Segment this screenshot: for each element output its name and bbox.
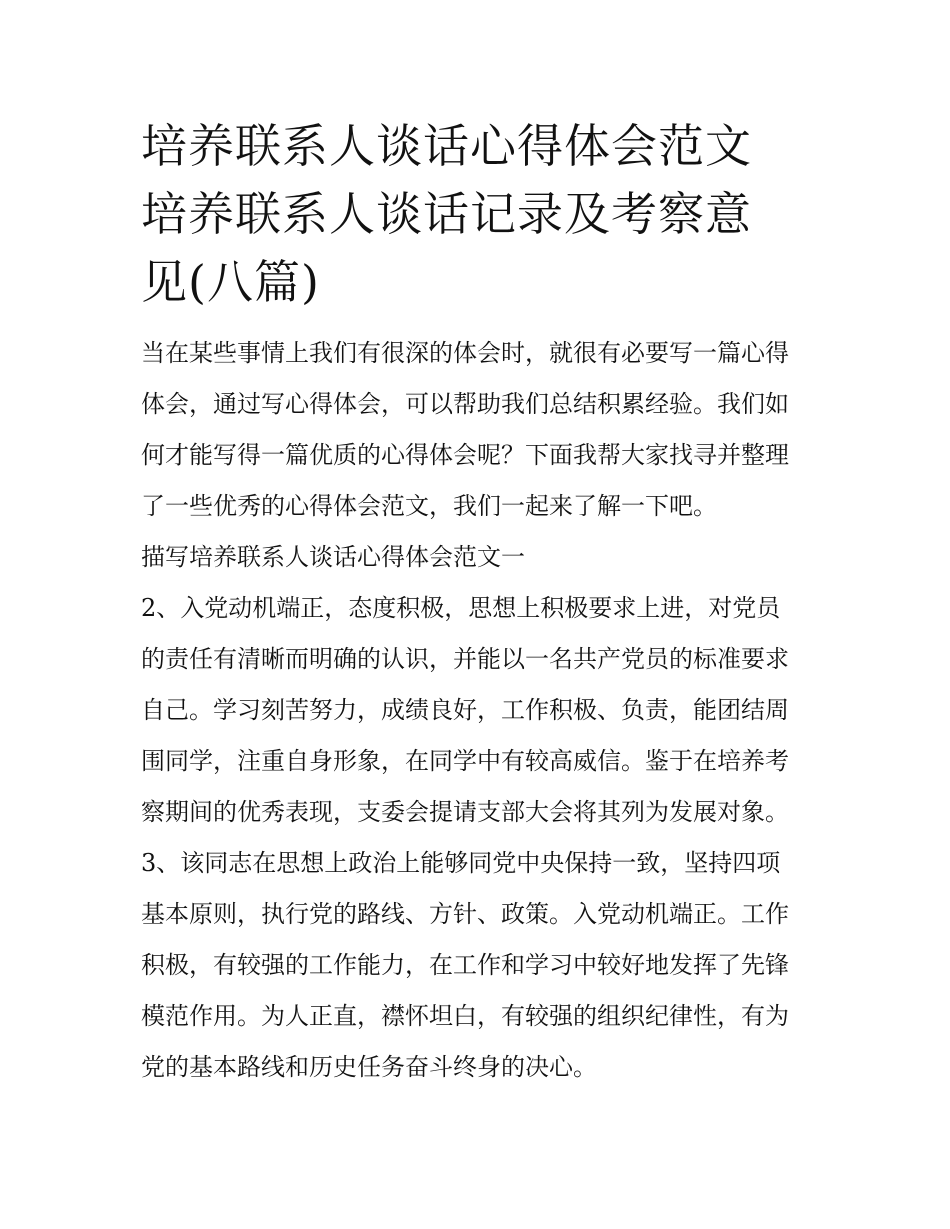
text-line: 党的基本路线和历史任务奋斗终身的决心。 — [141, 1053, 597, 1081]
section-heading — [141, 532, 813, 583]
text-line: 的责任有清晰而明确的认识，并能以一名共产党员的标准要求 — [141, 645, 789, 673]
text-line: 围同学，注重自身形象，在同学中有较高威信。鉴于在培养考 — [141, 747, 789, 775]
text-line: 体会，通过写心得体会，可以帮助我们总结积累经验。我们如 — [141, 390, 789, 418]
intro-paragraph — [141, 328, 813, 532]
document-title — [141, 112, 813, 316]
text-line: 察期间的优秀表现，支委会提请支部大会将其列为发展对象。 — [141, 798, 789, 826]
item-3-paragraph — [141, 838, 813, 1093]
text-line: 自己。学习刻苦努力，成绩良好，工作积极、负责，能团结周 — [141, 696, 789, 724]
text-line: 何才能写得一篇优质的心得体会呢？下面我帮大家找寻并整理 — [141, 441, 789, 469]
text-line: 3、该同志在思想上政治上能够同党中央保持一致，坚持四项 — [141, 849, 781, 877]
title-line: 培养联系人谈话记录及考察意 — [141, 187, 752, 241]
title-line: 见(八篇) — [141, 255, 320, 309]
text-line: 当在某些事情上我们有很深的体会时，就很有必要写一篇心得 — [141, 339, 789, 367]
text-line: 了一些优秀的心得体会范文，我们一起来了解一下吧。 — [141, 492, 717, 520]
title-line: 培养联系人谈话心得体会范文 — [141, 119, 752, 173]
text-line: 描写培养联系人谈话心得体会范文一 — [141, 543, 525, 571]
document-page — [141, 112, 813, 1093]
document-body — [141, 328, 813, 1093]
text-line: 2、入党动机端正，态度积极，思想上积极要求上进，对党员 — [141, 594, 781, 622]
text-line: 基本原则，执行党的路线、方针、政策。入党动机端正。工作 — [141, 900, 789, 928]
text-line: 积极，有较强的工作能力，在工作和学习中较好地发挥了先锋 — [141, 951, 789, 979]
text-line: 模范作用。为人正直，襟怀坦白，有较强的组织纪律性，有为 — [141, 1002, 789, 1030]
item-2-paragraph — [141, 583, 813, 838]
